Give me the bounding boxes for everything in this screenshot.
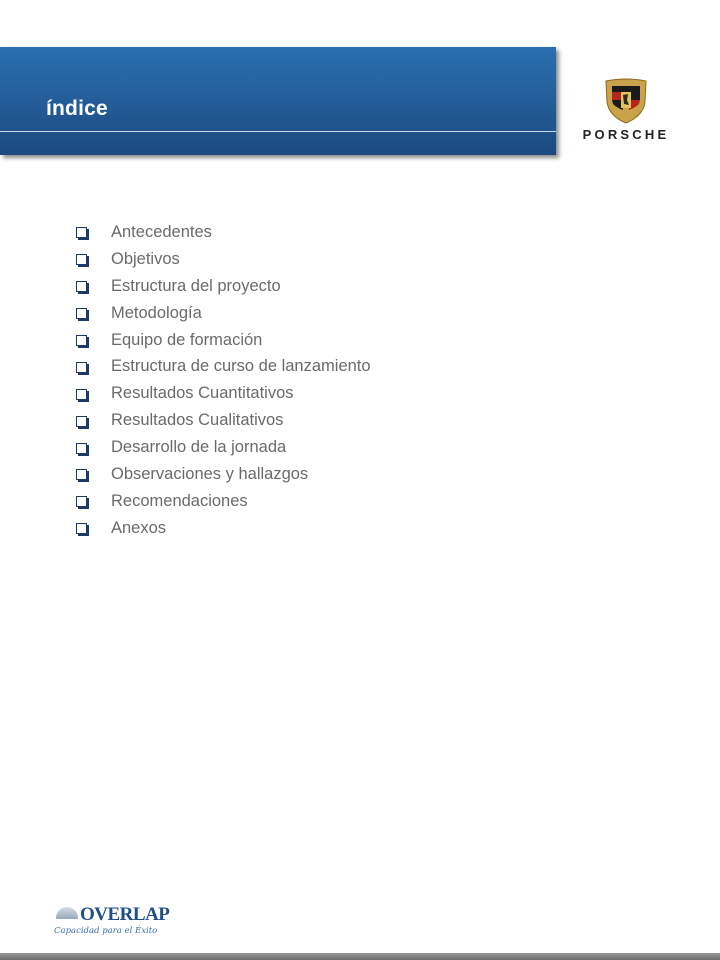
toc-item-label: Estructura de curso de lanzamiento <box>111 357 371 376</box>
toc-item-label: Observaciones y hallazgos <box>111 464 309 483</box>
toc-item <box>76 246 371 273</box>
toc-item-label: Recomendaciones <box>111 491 248 510</box>
toc-item <box>76 407 371 434</box>
checkbox-bullet-icon <box>76 308 87 319</box>
checkbox-bullet-icon <box>76 227 87 238</box>
toc-item <box>76 353 371 380</box>
checkbox-bullet-icon <box>76 443 87 454</box>
checkbox-bullet-icon <box>76 335 87 346</box>
toc-item <box>76 515 371 542</box>
overlap-dome-icon <box>56 907 78 919</box>
toc-item-label: Objetivos <box>111 249 180 268</box>
toc-item <box>76 219 371 246</box>
footer-bar <box>0 953 720 960</box>
checkbox-bullet-icon <box>76 389 87 400</box>
overlap-tagline: Capacidad para el Éxito <box>54 926 158 936</box>
toc-item <box>76 300 371 327</box>
checkbox-bullet-icon <box>76 416 87 427</box>
checkbox-bullet-icon <box>76 362 87 373</box>
header-divider <box>0 131 556 132</box>
checkbox-bullet-icon <box>76 469 87 480</box>
toc-item <box>76 380 371 407</box>
toc-item-label: Desarrollo de la jornada <box>111 438 287 457</box>
toc-item <box>76 461 371 488</box>
toc-item-label: Antecedentes <box>111 222 212 241</box>
page-title: índice <box>46 97 108 120</box>
toc-item <box>76 273 371 300</box>
toc-item-label: Equipo de formación <box>111 330 263 349</box>
overlap-name: OVERLAP <box>80 904 170 925</box>
toc-item-label: Resultados Cualitativos <box>111 411 284 430</box>
toc-item-label: Metodología <box>111 303 202 322</box>
toc-item-label: Anexos <box>111 518 167 537</box>
toc-item-label: Estructura del proyecto <box>111 276 281 295</box>
toc-item <box>76 434 371 461</box>
porsche-logo <box>565 78 687 144</box>
checkbox-bullet-icon <box>76 281 87 292</box>
toc-item <box>76 327 371 354</box>
table-of-contents <box>76 219 371 542</box>
toc-item-label: Resultados Cuantitativos <box>111 384 294 403</box>
overlap-logo <box>54 904 172 938</box>
checkbox-bullet-icon <box>76 254 87 265</box>
porsche-wordmark: PORSCHE <box>582 127 670 142</box>
checkbox-bullet-icon <box>76 496 87 507</box>
toc-item <box>76 488 371 515</box>
checkbox-bullet-icon <box>76 523 87 534</box>
